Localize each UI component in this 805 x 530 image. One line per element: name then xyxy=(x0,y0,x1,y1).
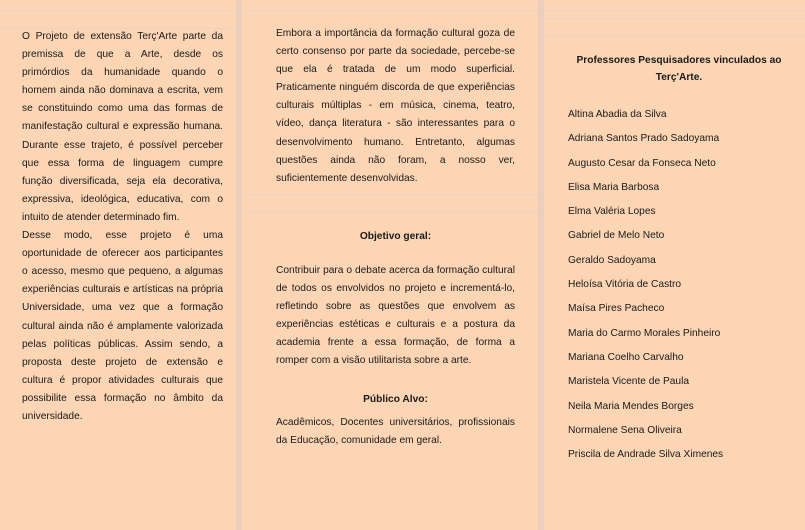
professor-name: Adriana Santos Prado Sadoyama xyxy=(568,133,720,145)
professor-name: Elisa Maria Barbosa xyxy=(568,181,660,193)
column-3 xyxy=(544,0,805,530)
professor-name: Elma Valéria Lopes xyxy=(568,206,656,218)
publico-text: Acadêmicos, Docentes universitários, profissionais da Educação, comunidade em geral. xyxy=(276,417,515,447)
professor-name: Neila Maria Mendes Borges xyxy=(568,400,694,412)
publico-heading: Público Alvo: xyxy=(363,394,428,405)
professors-list xyxy=(568,106,793,470)
professor-name: Augusto Cesar da Fonseca Neto xyxy=(568,157,716,169)
column-1 xyxy=(0,0,236,530)
professor-name: Gabriel de Melo Neto xyxy=(568,230,665,242)
professor-name: Altina Abadia da Silva xyxy=(568,109,667,120)
col1-text xyxy=(22,28,223,426)
column-2 xyxy=(242,0,538,530)
professors-heading: Professores Pesquisadores vinculados ao Terç'Arte. xyxy=(576,55,782,83)
professor-name: Mariana Coelho Carvalho xyxy=(568,351,684,363)
professor-name: Maristela Vicente de Paula xyxy=(568,376,690,388)
col1-paragraph-2: Desse modo, esse projeto é uma oportunidade de oferecer aos participantes o acesso, mesmo que pequeno, a algumas experiências culturais e artísticas na própria Universidade, uma vez que a formação cultural ainda não é amplamente valorizada pelas políticas públicas. Assim sendo, a proposta deste projeto de extensão e cultura é propor atividades culturais que possibilite essa formação no âmbito da universidade. xyxy=(22,230,223,422)
objetivo-text: Contribuir para o debate acerca da formação cultural de todos os envolvidos no projeto e incrementá-lo, refletindo sobre as questões que envolvem as experiências estéticas e culturais e a postura da academia frente a essa formação, de forma a romper com a visão utilitarista sobre a arte. xyxy=(276,265,515,367)
col2-intro: Embora a importância da formação cultural goza de certo consenso por parte da sociedade, percebe-se que ela é tratada de um modo superficial. Praticamente ninguém discorda de que experiências culturais múltiplas - em música, cinema, teatro, vídeo, dança literatura - são interessantes para o desenvolvimento humano. Entretanto, algumas questões ainda não foram, a nosso ver, suficientemente desenvolvidas. xyxy=(276,28,515,184)
professor-name: Priscila de Andrade Silva Ximenes xyxy=(568,449,724,461)
professor-name: Normalene Sena Oliveira xyxy=(568,424,682,436)
col1-paragraph-1: O Projeto de extensão Terç'Arte parte da premissa de que a Arte, desde os primórdios da humanidade quando o homem ainda não dominava a escrita, vem se constituindo como uma das formas de manifestação cultural e expressão humana. Durante esse trajeto, é possível perceber que essa forma de linguagem cumpre função diversificada, seja ela decorativa, expressiva, ideológica, educativa, com o intuito de atender determinado fim. xyxy=(22,31,223,223)
professor-name: Maísa Pires Pacheco xyxy=(568,303,665,315)
professor-name: Geraldo Sadoyama xyxy=(568,254,656,266)
professor-name: Heloísa Vitória de Castro xyxy=(568,279,682,291)
professor-name: Maria do Carmo Morales Pinheiro xyxy=(568,327,721,339)
objetivo-heading: Objetivo geral: xyxy=(359,231,432,242)
